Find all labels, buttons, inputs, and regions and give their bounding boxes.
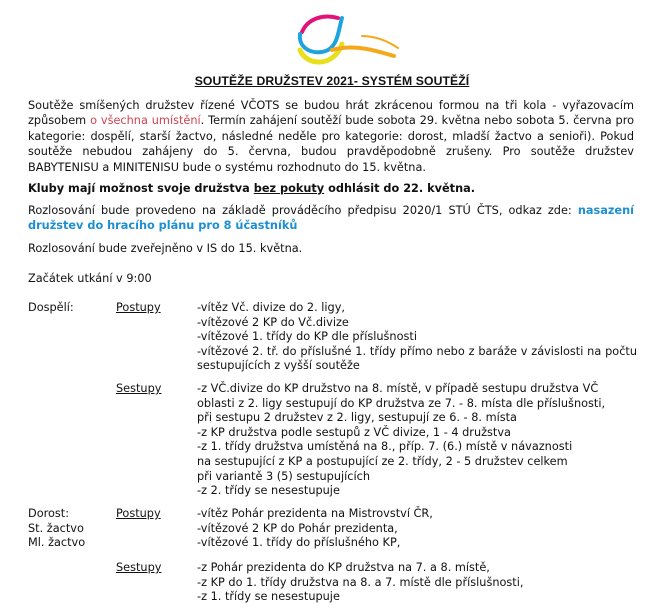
no-penalty-text: bez pokuty	[253, 182, 325, 195]
intro-text: Soutěže smíšených družstev řízené VČOTS se budou hrát zkrácenou formou na tři kola - vyřazovacím způsobem	[28, 99, 634, 128]
withdraw-text-rest: odhlásit do 22. května.	[324, 182, 476, 195]
list-item: -vítězové 2 KP do Vč.divize	[197, 315, 349, 329]
page-title: SOUTĚŽE DRUŽSTEV 2021- SYSTÉM SOUTĚŽÍ	[194, 74, 470, 88]
list-item: -z VČ.divize do KP družstvo na 8. místě, v případě sestupu družstva VČ	[197, 382, 599, 395]
list-item: -vítěz Vč. divize do 2. ligy,	[197, 301, 345, 314]
list-item: -z 1. třídy družstva umístěná na 8., příp. 7. (6.) místě v návaznosti	[197, 440, 573, 454]
list-item: -vítěz Pohár prezidenta na Mistrovství ČR,	[197, 507, 433, 520]
list-item: -z Pohár prezidenta do KP družstva na 7. a 8. místě,	[197, 561, 490, 574]
list-item: -vítězové 1. třídy do příslušného KP,	[197, 536, 401, 550]
promotions-list	[197, 301, 637, 374]
category-label: St. žactvo	[28, 521, 84, 535]
category-label: Ml. žactvo	[28, 536, 86, 550]
list-item: -vítězové 2. tř. do příslušné 1. třídy přímo nebo z baráže v závislosti na počtu sestupujících z vyšší soutěže	[197, 344, 637, 373]
list-item: na sestupující z KP a postupující ze 2. třídy, 2 - 5 družstev celkem	[197, 454, 568, 468]
logo-orange-line	[362, 36, 398, 48]
promotions-heading: Postupy	[116, 507, 161, 520]
list-item: -z 1. třídy se nesestupuje	[197, 590, 340, 604]
list-item: při sestupu 2 družstev z 2. ligy, sestupují ze 6. - 8. místa	[197, 411, 517, 425]
category-label: Dorost:	[28, 507, 70, 520]
draw-text: Rozlosování bude provedeno na základě prováděcího předpisu 2020/1 STÚ ČTS, odkaz zde:	[28, 204, 578, 217]
withdraw-notice	[28, 181, 634, 196]
vcots-logo	[294, 10, 404, 68]
list-item: oblasti z 2. ligy sestupují do KP družstva ze 7. - 8. místa dle příslušnosti,	[197, 396, 606, 410]
list-item: -z KP družstva podle sestupů z VČ divize, 1 - 4 družstva	[197, 425, 511, 439]
start-time: Začátek utkání v 9:00	[28, 272, 152, 285]
category-labels-youth	[28, 507, 85, 551]
relegations-list	[197, 561, 637, 605]
publish-notice: Rozlosování bude zveřejněno v IS do 15. května.	[28, 242, 303, 255]
list-item: -vítězové 1. třídy do KP dle příslušnosti	[197, 330, 417, 344]
logo-magenta-arc	[302, 17, 338, 32]
logo-orange-swoosh	[332, 48, 394, 56]
withdraw-text: Kluby mají možnost svoje družstva	[28, 182, 254, 195]
list-item: -z KP do 1. třídy družstva na 8. a 7. místě dle příslušnosti,	[197, 575, 524, 589]
list-item: -vítězové 2 KP do Pohár prezidenta,	[197, 521, 398, 535]
promotions-list	[197, 507, 637, 551]
relegations-heading: Sestupy	[116, 382, 162, 395]
seeding-link[interactable]: nasazení družstev do hracího plánu pro 8 účastníků	[28, 204, 634, 233]
relegations-heading: Sestupy	[116, 561, 162, 574]
promotions-heading: Postupy	[116, 301, 161, 314]
list-item: -z 2. třídy se nesestupuje	[197, 484, 340, 498]
list-item: při variantě 3 (5) sestupujících	[197, 469, 371, 483]
highlighted-text: o všechna umístění	[90, 114, 201, 128]
category-label-adults: Dospělí:	[28, 301, 74, 314]
intro-paragraph	[28, 98, 634, 175]
relegations-list	[197, 382, 637, 499]
intro-text-rest: . Termín zahájení soutěží bude sobota 29. května nebo sobota 5. června pro kategorie: dospělí, starší žactvo, následné neděle pro kategorie: dorost, mladší žactvo a senioři). Pokud soutěže nebudou zahájeny do 5. června, budou pravděpodobně zrušeny. Pro soutěže družstev BABYTENISU a MINITENISU bude o systému rozhodnuto do 15. května.	[28, 114, 635, 174]
draw-paragraph	[28, 203, 634, 234]
